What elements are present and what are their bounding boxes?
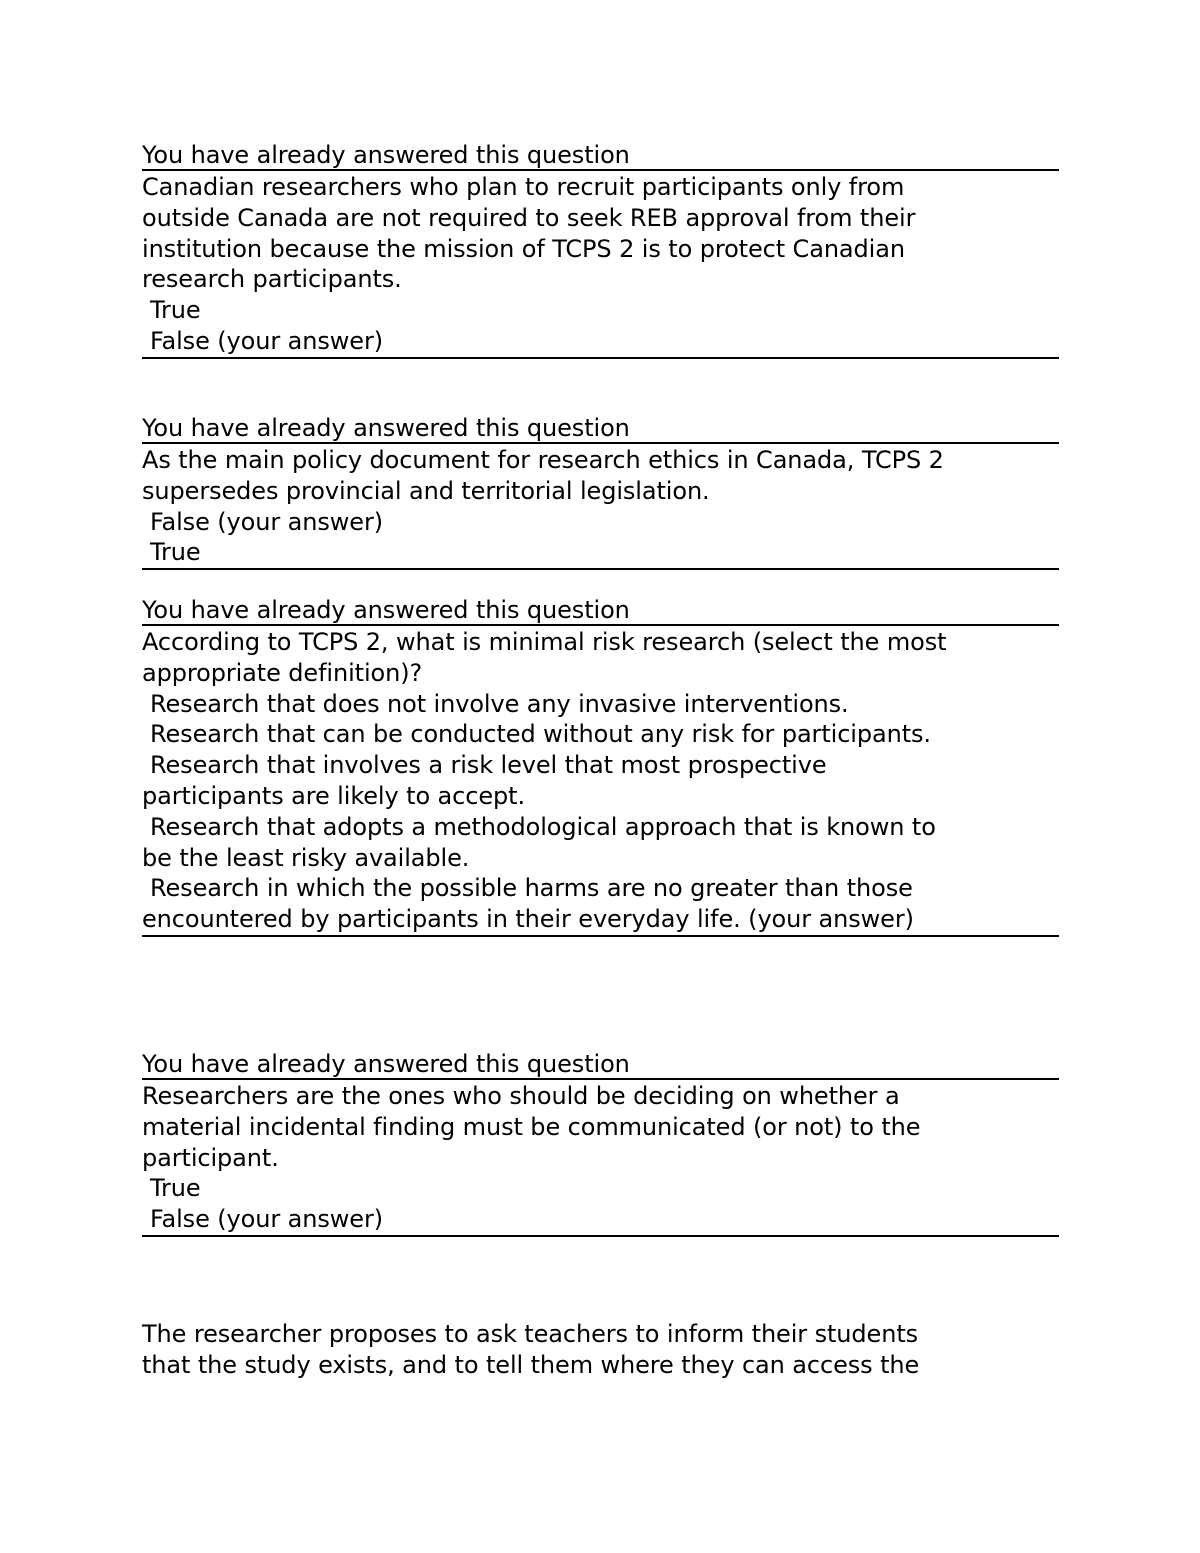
question-3-text-line-2: appropriate definition)? (142, 658, 423, 687)
question-3-option-3-line-1: Research that involves a risk level that most prospective (150, 751, 827, 780)
question-2-option-true: True (150, 538, 201, 567)
question-1-header: You have already answered this question (142, 141, 1059, 171)
question-2-body (142, 444, 1059, 570)
question-4-text-line-2: material incidental finding must be communicated (or not) to the (142, 1112, 921, 1141)
question-3-option-2: Research that can be conducted without any risk for participants. (150, 720, 931, 749)
question-3-option-1: Research that does not involve any invasive interventions. (150, 689, 849, 718)
question-3-header: You have already answered this question (142, 596, 1059, 626)
question-3-option-3-line-2: participants are likely to accept. (142, 781, 525, 810)
question-1-text-line-2: outside Canada are not required to seek REB approval from their (142, 203, 916, 232)
question-3-body (142, 626, 1059, 937)
question-4-option-false: False (your answer) (150, 1205, 383, 1234)
question-3-option-4-line-1: Research that adopts a methodological approach that is known to (150, 812, 936, 841)
question-2-header: You have already answered this question (142, 414, 1059, 444)
question-3-option-5-line-2: encountered by participants in their everyday life. (your answer) (142, 905, 914, 934)
question-4-body (142, 1080, 1059, 1237)
question-block-4 (142, 1050, 1059, 1237)
question-3-text-line-1: According to TCPS 2, what is minimal risk research (select the most (142, 628, 947, 656)
trailing-paragraph (142, 1319, 1059, 1381)
question-block-3 (142, 596, 1059, 937)
trailing-paragraph-line-2: that the study exists, and to tell them where they can access the (142, 1350, 920, 1379)
question-block-1 (142, 141, 1059, 359)
question-4-text-line-3: participant. (142, 1143, 279, 1172)
question-1-text-line-4: research participants. (142, 265, 402, 294)
question-1-body (142, 171, 1059, 359)
question-4-header: You have already answered this question (142, 1050, 1059, 1080)
question-2-text-line-2: supersedes provincial and territorial legislation. (142, 476, 710, 505)
trailing-paragraph-line-1: The researcher proposes to ask teachers to inform their students (142, 1320, 919, 1348)
question-2-option-false: False (your answer) (150, 507, 383, 536)
question-1-text-line-1: Canadian researchers who plan to recruit participants only from (142, 173, 905, 201)
question-1-text-line-3: institution because the mission of TCPS 2 is to protect Canadian (142, 234, 905, 263)
question-block-2 (142, 414, 1059, 570)
question-1-option-false: False (your answer) (150, 326, 383, 355)
question-4-text-line-1: Researchers are the ones who should be deciding on whether a (142, 1082, 900, 1110)
question-3-option-5-line-1: Research in which the possible harms are no greater than those (150, 874, 913, 903)
question-4-option-true: True (150, 1174, 201, 1203)
question-2-text-line-1: As the main policy document for research ethics in Canada, TCPS 2 (142, 446, 944, 474)
question-1-option-true: True (150, 296, 201, 325)
question-3-option-4-line-2: be the least risky available. (142, 843, 470, 872)
